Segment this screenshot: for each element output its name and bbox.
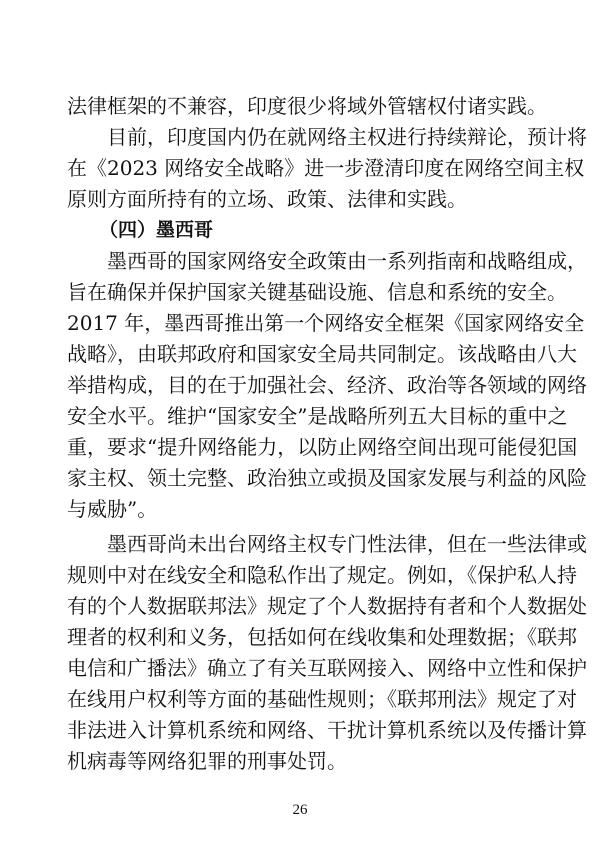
text-line: 法律框架的不兼容，印度很少将域外管辖权付诸实践。 xyxy=(67,94,547,118)
text-line: 墨西哥的国家网络安全政策由一系列指南和战略组成， xyxy=(107,249,587,273)
text-line: 理者的权利和义务，包括如何在线收集和处理数据；《联邦 xyxy=(67,625,577,649)
text-line: 有的个人数据联邦法》规定了个人数据持有者和个人数据处 xyxy=(67,594,587,618)
text-line: 目前，印度国内仍在就网络主权进行持续辩论，预计将 xyxy=(107,125,587,149)
text-line: 举措构成，目的在于加强社会、经济、政治等各领域的网络 xyxy=(67,373,587,397)
text-line: 非法进入计算机系统和网络、干扰计算机系统以及传播计算 xyxy=(67,718,587,742)
text-line: 2017 年，墨西哥推出第一个网络安全框架《国家网络安全 xyxy=(67,311,585,335)
text-line: 安全水平。维护“国家安全”是战略所列五大目标的重中之 xyxy=(67,404,568,428)
text-line: 在《2023 网络安全战略》进一步澄清印度在网络空间主权 xyxy=(67,156,585,180)
text-line: 旨在确保并保护国家关键基础设施、信息和系统的安全。 xyxy=(67,280,567,304)
text-line: 墨西哥尚未出台网络主权专门性法律，但在一些法律或 xyxy=(107,532,587,556)
text-line: 与威胁”。 xyxy=(67,497,158,521)
text-line: 原则方面所持有的立场、政策、法律和实践。 xyxy=(67,187,467,211)
text-line: 电信和广播法》确立了有关互联网接入、网络中立性和保护 xyxy=(67,656,587,680)
text-line: 重，要求“提升网络能力，以防止网络空间出现可能侵犯国 xyxy=(67,435,578,459)
page-number: 26 xyxy=(292,802,308,818)
text-line: 家主权、领土完整、政治独立或损及国家发展与利益的风险 xyxy=(67,466,587,490)
text-line: 机病毒等网络犯罪的刑事处罚。 xyxy=(67,749,347,773)
text-line: 规则中对在线安全和隐私作出了规定。例如，《保护私人持 xyxy=(67,563,577,587)
text-line: 战略》，由联邦政府和国家安全局共同制定。该战略由八大 xyxy=(67,342,577,366)
section-heading: （四）墨西哥 xyxy=(99,219,214,241)
text-line: 在线用户权利等方面的基础性规则；《联邦刑法》规定了对 xyxy=(67,687,577,711)
